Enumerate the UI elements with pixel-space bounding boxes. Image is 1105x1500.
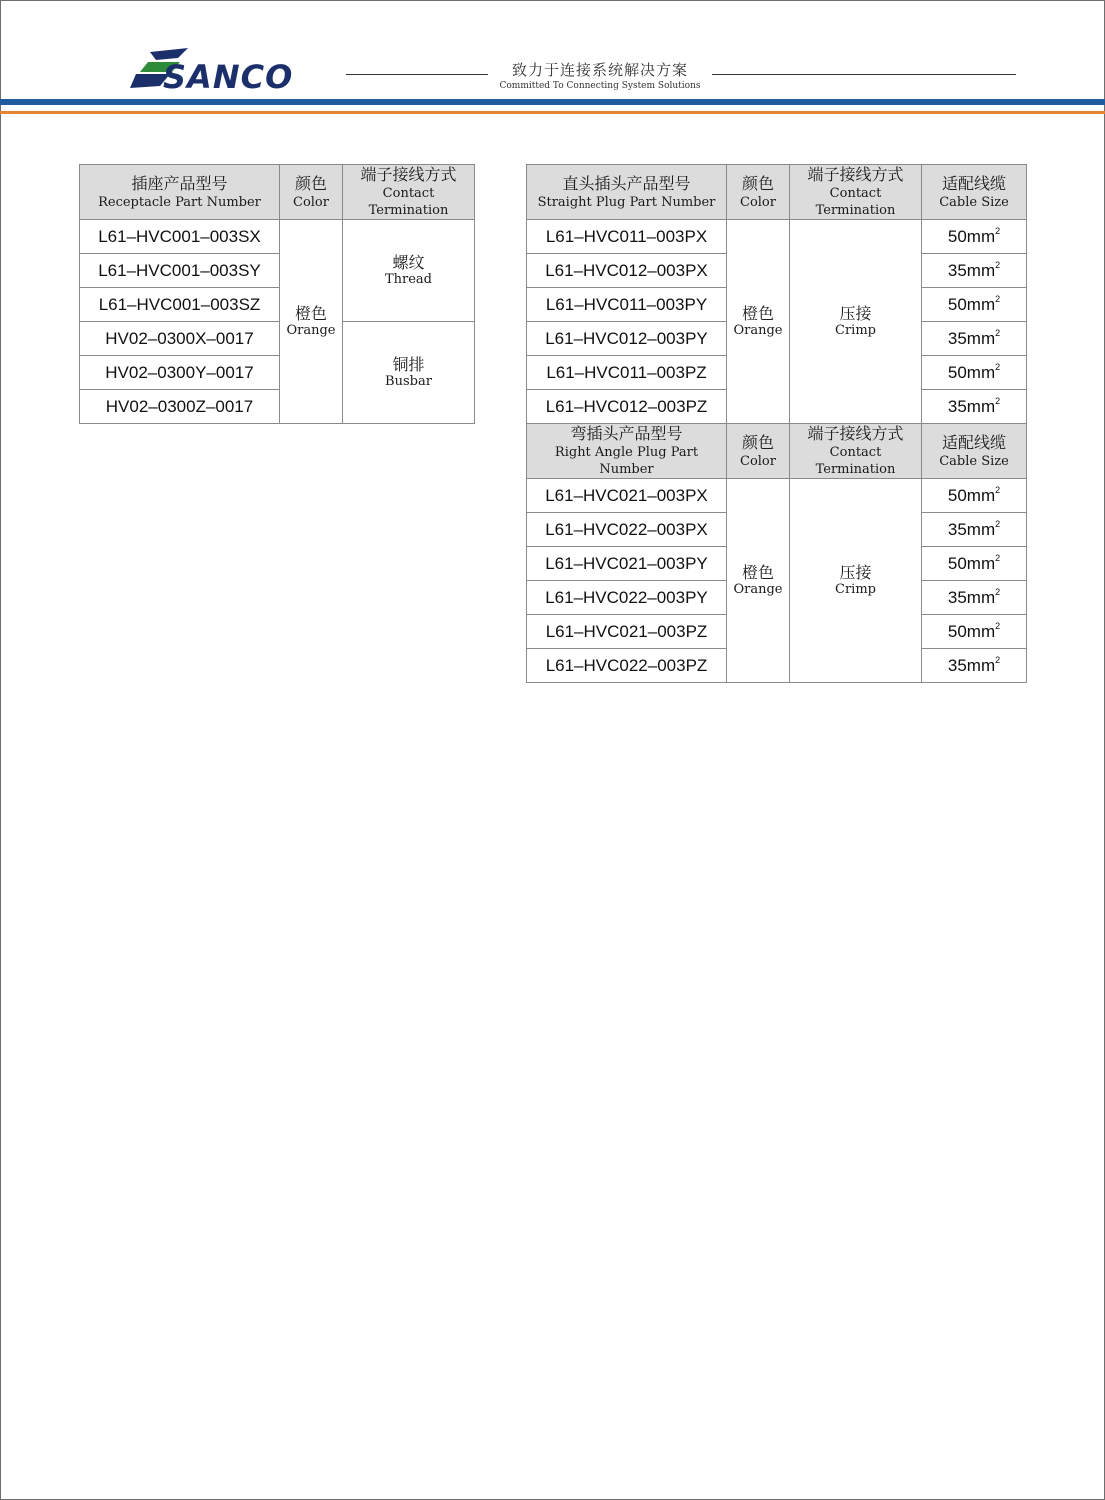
size-exponent: 2	[995, 294, 1001, 304]
receptacle-color-header	[280, 165, 343, 220]
receptacle-thread-cell	[343, 220, 475, 322]
color-en: Orange	[733, 582, 783, 597]
part-number: L61–HVC012–003PX	[527, 254, 727, 288]
header-band-orange	[0, 111, 1105, 114]
size-value: 50mm	[947, 486, 996, 505]
header-cn: 插座产品型号	[131, 173, 228, 193]
header-en: Cable Size	[939, 194, 1009, 210]
header-en: Straight Plug Part Number	[537, 194, 716, 210]
size-exponent: 2	[995, 553, 1001, 563]
receptacle-part-header	[80, 165, 280, 220]
table-row	[527, 220, 1027, 254]
receptacle-busbar-cell	[343, 322, 475, 424]
part-number: L61–HVC022–003PY	[527, 581, 727, 615]
cable-size	[922, 581, 1027, 615]
termination-cn: 螺纹	[392, 253, 425, 272]
header-en: Receptacle Part Number	[98, 194, 261, 210]
color-en: Orange	[286, 323, 336, 338]
part-number: L61–HVC022–003PX	[527, 513, 727, 547]
size-exponent: 2	[995, 260, 1001, 270]
part-number: L61–HVC001–003SZ	[80, 288, 280, 322]
tagline	[480, 59, 720, 91]
size-exponent: 2	[995, 396, 1001, 406]
size-value: 50mm	[947, 227, 996, 246]
cable-size	[922, 615, 1027, 649]
header-en: Cable Size	[939, 453, 1009, 469]
header-rule-left	[346, 74, 488, 75]
termination-cn: 压接	[839, 304, 872, 323]
part-number: L61–HVC021–003PX	[527, 479, 727, 513]
header-cn: 弯插头产品型号	[570, 424, 683, 443]
termination-en: Thread	[384, 272, 433, 287]
angle-termination-header	[790, 424, 922, 479]
table-row	[527, 479, 1027, 513]
termination-en: Crimp	[835, 323, 876, 338]
color-en: Orange	[733, 323, 783, 338]
part-number: L61–HVC012–003PZ	[527, 390, 727, 424]
size-value: 50mm	[947, 554, 996, 573]
size-exponent: 2	[995, 328, 1001, 338]
part-number: L61–HVC011–003PY	[527, 288, 727, 322]
straight-part-header	[527, 165, 727, 220]
size-exponent: 2	[995, 362, 1001, 372]
color-cn: 橙色	[294, 304, 327, 323]
size-exponent: 2	[995, 621, 1001, 631]
header-cn: 端子接线方式	[360, 165, 457, 184]
receptacle-color-cell	[280, 220, 343, 424]
part-number: HV02–0300X–0017	[80, 322, 280, 356]
header-en: Contact Termination	[815, 186, 896, 218]
receptacle-termination-header	[343, 165, 475, 220]
size-value: 50mm	[947, 363, 996, 382]
header-cn: 颜色	[741, 432, 774, 452]
cable-size	[922, 356, 1027, 390]
cable-size	[922, 288, 1027, 322]
part-number: L61–HVC022–003PZ	[527, 649, 727, 683]
angle-part-header	[527, 424, 727, 479]
cable-size	[922, 479, 1027, 513]
size-value: 35mm	[947, 397, 996, 416]
termination-cn: 压接	[839, 563, 872, 582]
header-en: Color	[740, 453, 776, 469]
cable-size	[922, 649, 1027, 683]
header-cn: 直头插头产品型号	[562, 173, 691, 193]
tagline-cn: 致力于连接系统解决方案	[511, 61, 688, 79]
straight-size-header	[922, 165, 1027, 220]
angle-termination-cell	[790, 479, 922, 683]
straight-termination-header	[790, 165, 922, 220]
sanco-logo	[130, 44, 305, 96]
straight-color-cell	[727, 220, 790, 424]
header-cn: 端子接线方式	[807, 165, 904, 184]
receptacle-header-row	[80, 165, 475, 220]
part-number: L61–HVC012–003PY	[527, 322, 727, 356]
part-number: L61–HVC001–003SY	[80, 254, 280, 288]
termination-en: Crimp	[835, 582, 876, 597]
cable-size	[922, 220, 1027, 254]
header-en: Contact Termination	[368, 186, 449, 218]
size-exponent: 2	[995, 226, 1001, 236]
table-row	[80, 220, 475, 254]
size-value: 35mm	[947, 588, 996, 607]
angle-color-header	[727, 424, 790, 479]
header-en: Right Angle Plug Part Number	[554, 445, 699, 477]
size-value: 35mm	[947, 261, 996, 280]
part-number: L61–HVC021–003PZ	[527, 615, 727, 649]
part-number: L61–HVC021–003PY	[527, 547, 727, 581]
part-number: HV02–0300Y–0017	[80, 356, 280, 390]
part-number: L61–HVC011–003PX	[527, 220, 727, 254]
size-exponent: 2	[995, 485, 1001, 495]
header-band-blue	[0, 99, 1105, 105]
angle-header-row	[527, 424, 1027, 479]
color-cn: 橙色	[741, 563, 774, 582]
header-cn: 适配线缆	[941, 173, 1006, 193]
header-cn: 颜色	[741, 173, 774, 193]
size-exponent: 2	[995, 519, 1001, 529]
size-value: 35mm	[947, 520, 996, 539]
straight-termination-cell	[790, 220, 922, 424]
header-en: Color	[293, 194, 329, 210]
receptacle-table	[79, 164, 475, 424]
header-rule-right	[712, 74, 1016, 75]
straight-color-header	[727, 165, 790, 220]
size-value: 35mm	[947, 656, 996, 675]
cable-size	[922, 513, 1027, 547]
tagline-en: Committed To Connecting System Solutions	[499, 81, 701, 91]
size-exponent: 2	[995, 655, 1001, 665]
size-value: 50mm	[947, 622, 996, 641]
cable-size	[922, 547, 1027, 581]
cable-size	[922, 390, 1027, 424]
angle-color-cell	[727, 479, 790, 683]
plug-table	[526, 164, 1027, 683]
header-cn: 适配线缆	[941, 432, 1006, 452]
cable-size	[922, 322, 1027, 356]
size-value: 35mm	[947, 329, 996, 348]
table-row	[80, 322, 475, 356]
size-exponent: 2	[995, 587, 1001, 597]
angle-size-header	[922, 424, 1027, 479]
size-value: 50mm	[947, 295, 996, 314]
termination-cn: 铜排	[392, 355, 425, 374]
sanco-wordmark: SANCO	[163, 58, 294, 96]
cable-size	[922, 254, 1027, 288]
part-number: L61–HVC001–003SX	[80, 220, 280, 254]
header-cn: 端子接线方式	[807, 424, 904, 443]
termination-en: Busbar	[385, 374, 432, 389]
header-cn: 颜色	[294, 173, 327, 193]
header-en: Color	[740, 194, 776, 210]
color-cn: 橙色	[741, 304, 774, 323]
straight-header-row	[527, 165, 1027, 220]
header-en: Contact Termination	[815, 445, 896, 477]
part-number: HV02–0300Z–0017	[80, 390, 280, 424]
part-number: L61–HVC011–003PZ	[527, 356, 727, 390]
